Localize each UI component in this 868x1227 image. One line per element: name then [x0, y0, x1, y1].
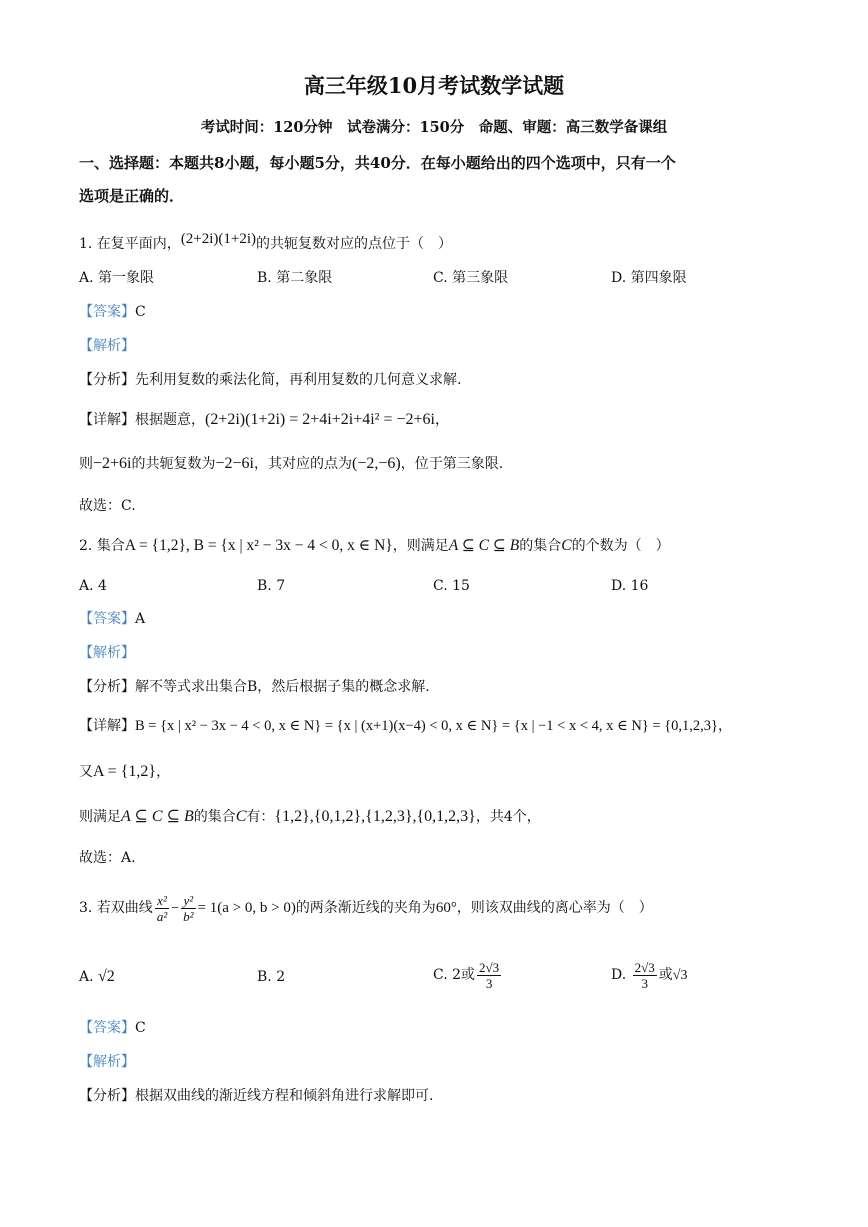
- q3-fenxi: [79, 1086, 433, 1106]
- answer-tag: 【答案】: [79, 1020, 135, 1036]
- q3-option-d-or: 或: [658, 967, 673, 983]
- q1-detail-math: (2+2i)(1+2i) = 2+4i+2i+4i² = −2+6i: [205, 411, 435, 428]
- q3-option-b: B. 2: [257, 969, 286, 985]
- q3-option-c-label: C. 2或: [433, 967, 476, 983]
- q3-stem-mid: 的两条渐近线的夹角为: [295, 900, 436, 916]
- q3-option-a: [79, 967, 115, 987]
- q3-option-c-frac: [477, 960, 501, 991]
- q3-option-d: [611, 955, 687, 996]
- fenxi-tag: 【分析】: [79, 372, 135, 388]
- q1-conclusion: 故选：C.: [79, 498, 136, 514]
- q2-option-c: C. 15: [433, 578, 470, 594]
- q1-stem: [79, 231, 453, 254]
- q2-option-a: A. 4: [79, 578, 107, 594]
- exam-meta: 考试时间：120分钟 试卷满分：150分 命题、审题：高三数学备课组: [200, 119, 668, 136]
- q1-line2-math-2: −2−6i: [215, 455, 254, 472]
- q2-line-satisfy: [79, 807, 541, 827]
- q2-stem-math: A = {1,2}, B = {x | x² − 3x − 4 < 0, x ∈ N}: [124, 537, 393, 554]
- q1-answer: [79, 302, 146, 322]
- q3-option-d-math: √3: [672, 968, 688, 983]
- q1-option-c: C. 第三象限: [433, 270, 509, 286]
- q1-analysis-heading: [79, 336, 135, 356]
- q3-fenxi-text: 根据双曲线的渐近线方程和倾斜角进行求解即可.: [135, 1088, 434, 1104]
- q3-analysis-heading: [79, 1052, 135, 1072]
- q2-sat-text-a: 则满足: [79, 809, 121, 825]
- page-title: 高三年级10月考试数学试题: [303, 73, 565, 98]
- q2-answer-value: A: [135, 611, 146, 627]
- q1-line2-text-d: ，位于第三象限.: [400, 456, 504, 472]
- q1-detail-prefix: 根据题意，: [135, 412, 205, 428]
- q1-line2-math-1: −2+6i: [93, 455, 132, 472]
- q2-line-you-math: A = {1,2}: [93, 763, 157, 780]
- q2-line-you-punct: ，: [156, 764, 171, 780]
- q1-stem-math: (2+2i)(1+2i): [180, 231, 257, 247]
- q3-option-d-frac: [633, 960, 657, 991]
- q2-stem-math3: C: [561, 537, 572, 554]
- q3-frac-x-num: x²: [155, 893, 169, 909]
- answer-tag: 【答案】: [79, 304, 135, 320]
- q3-answer-value: C: [135, 1020, 146, 1036]
- q1-option-b: B. 第二象限: [257, 270, 333, 286]
- q2-stem-mid2: 的集合: [519, 538, 562, 554]
- q3-stem-suffix: ，则该双曲线的离心率为（ ）: [456, 900, 653, 916]
- detail-tag: 【详解】: [79, 718, 135, 734]
- analysis-tag: 【解析】: [79, 338, 135, 354]
- q3-answer: [79, 1018, 146, 1038]
- q2-sat-math-3: {1,2},{0,1,2},{1,2,3},{0,1,2,3}: [274, 808, 476, 825]
- q3-frac-y-den: b²: [183, 908, 194, 924]
- q1-option-a: A. 第一象限: [79, 270, 155, 286]
- q3-minus: −: [171, 901, 180, 916]
- q1-line2-text-a: 则: [79, 456, 93, 472]
- q3-option-d-den: 3: [641, 975, 648, 991]
- q3-stem-prefix: 3. 若双曲线: [79, 900, 153, 916]
- q2-stem-math2: A ⊆ C ⊆ B: [448, 537, 520, 554]
- q2-sat-math-1: A ⊆ C ⊆ B: [121, 808, 194, 825]
- q3-frac-y-num: y²: [181, 893, 195, 909]
- detail-tag: 【详解】: [79, 412, 135, 428]
- q1-detail: [79, 410, 449, 430]
- q1-fenxi: [79, 370, 461, 390]
- q2-fenxi: [79, 677, 430, 697]
- section-heading-line1: 一、选择题：本题共8小题，每小题5分，共40分．在每小题给出的四个选项中，只有一个: [79, 154, 676, 172]
- q1-stem-suffix: 的共轭复数对应的点位于（ ）: [256, 236, 453, 252]
- q3-option-c: [433, 955, 503, 995]
- q3-option-d-num: 2√3: [634, 959, 655, 975]
- q2-sat-text-b: 的集合: [193, 809, 236, 825]
- q3-stem: [79, 888, 653, 929]
- q1-detail-suffix: ，: [435, 412, 449, 428]
- q3-frac-y: [181, 893, 195, 924]
- q1-answer-value: C: [135, 304, 146, 320]
- q2-fenxi-text: 解不等式求出集合B，然后根据子集的概念求解.: [135, 679, 430, 695]
- q2-sat-text-c: 有：: [246, 809, 275, 825]
- q2-detail-math: B = {x | x² − 3x − 4 < 0, x ∈ N} = {x | (x+1)(x−4) < 0, x ∈ N} = {x | −1 < x < 4, x ∈ N} = {0,1,2,3}: [135, 718, 719, 734]
- q3-option-a-label: A.: [79, 969, 94, 985]
- q1-stem-prefix: 1. 在复平面内，: [79, 236, 181, 252]
- analysis-tag: 【解析】: [79, 645, 135, 661]
- q3-option-d-label: D.: [611, 967, 627, 983]
- analysis-tag: 【解析】: [79, 1054, 135, 1070]
- section-heading-line2: 选项是正确的．: [79, 187, 185, 205]
- q3-stem-math: = 1(a > 0, b > 0): [197, 900, 296, 916]
- fenxi-tag: 【分析】: [79, 1088, 135, 1104]
- q2-detail-suffix: ，: [718, 718, 733, 734]
- q2-stem: [79, 536, 670, 556]
- q2-sat-text-d: ，共4个，: [475, 809, 541, 825]
- q2-stem-prefix: 2. 集合: [79, 538, 125, 554]
- q2-stem-mid: ，则满足: [392, 538, 449, 554]
- q2-detail: [79, 716, 732, 736]
- q2-sat-math-2: C: [235, 808, 247, 825]
- q2-line-you: [79, 762, 170, 782]
- q1-fenxi-text: 先利用复数的乘法化简，再利用复数的几何意义求解.: [135, 372, 462, 388]
- q1-line2-text-c: ，其对应的点为: [254, 456, 352, 472]
- q3-option-c-num: 2√3: [479, 959, 500, 975]
- q3-option-c-den: 3: [485, 975, 493, 991]
- fenxi-tag: 【分析】: [79, 679, 135, 695]
- q2-conclusion: 故选：A.: [79, 850, 136, 866]
- q3-frac-x: [155, 893, 169, 924]
- q2-answer: [79, 609, 145, 629]
- q1-detail-line2: [79, 454, 503, 474]
- q1-line2-text-b: 的共轭复数为: [131, 456, 216, 472]
- q3-stem-angle: 60°: [435, 900, 457, 916]
- q2-option-b: B. 7: [257, 578, 286, 594]
- q3-frac-x-den: a²: [156, 908, 168, 924]
- q2-analysis-heading: [79, 643, 135, 663]
- q2-option-d: D. 16: [611, 578, 649, 594]
- q2-stem-suffix: 的个数为（ ）: [571, 538, 670, 554]
- q1-line2-math-3: (−2,−6): [352, 455, 401, 472]
- answer-tag: 【答案】: [79, 611, 135, 627]
- q2-line-you-text: 又: [79, 764, 93, 780]
- q3-option-a-math: √2: [98, 968, 115, 985]
- q1-option-d: D. 第四象限: [611, 270, 687, 286]
